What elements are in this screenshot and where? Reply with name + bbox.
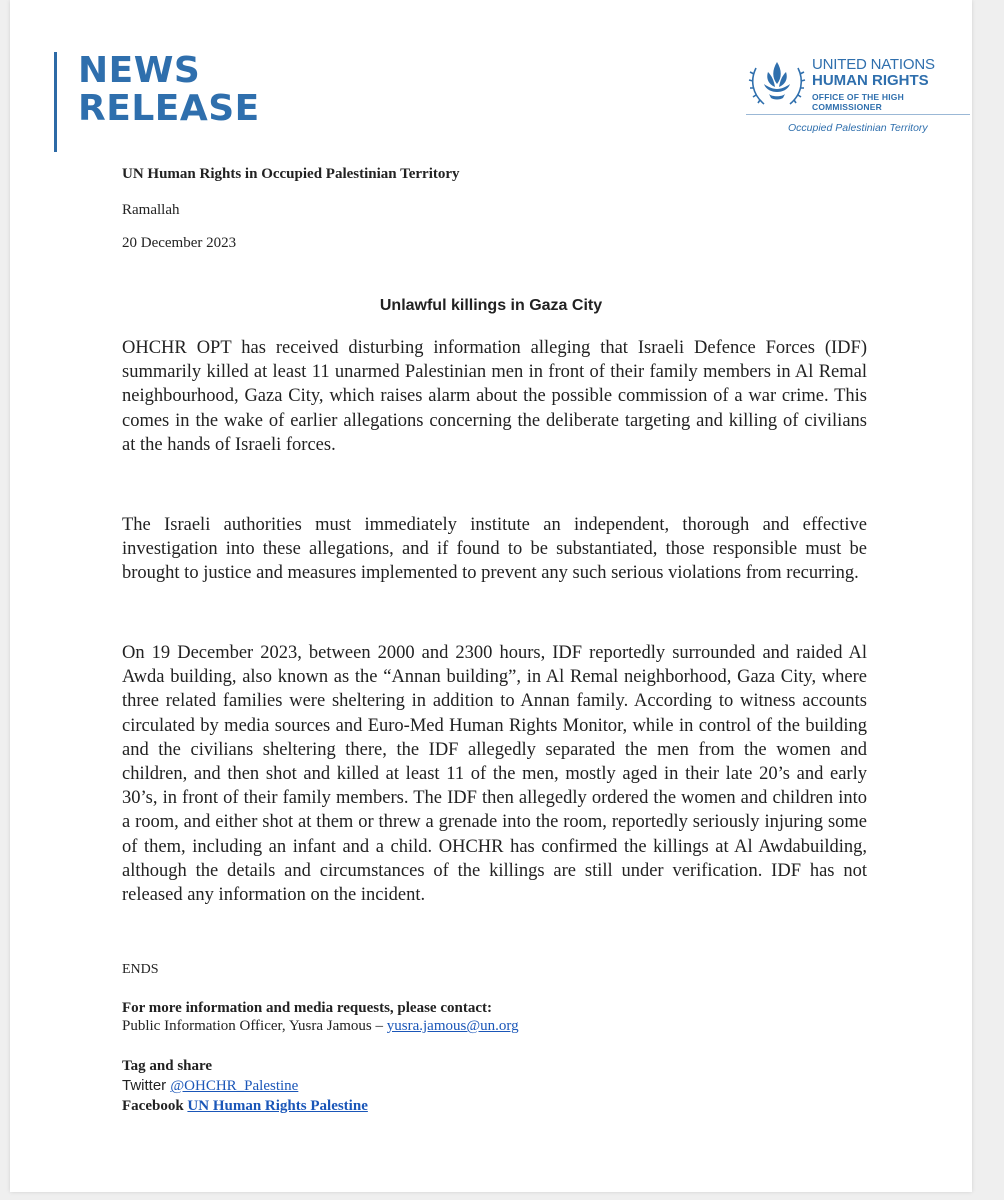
masthead-line-2: RELEASE	[78, 88, 260, 129]
logo-divider	[746, 114, 970, 115]
facebook-line	[122, 1098, 368, 1115]
facebook-label: Facebook	[122, 1098, 188, 1114]
document-page	[10, 0, 972, 1192]
twitter-label: Twitter	[122, 1077, 171, 1094]
headline: Unlawful killings in Gaza City	[379, 297, 603, 314]
masthead-line-1: NEWS	[78, 50, 201, 91]
facebook-link[interactable]: UN Human Rights Palestine	[187, 1098, 368, 1114]
logo-text-office: OFFICE OF THE HIGH COMMISSIONER	[812, 92, 904, 112]
logo-text-region: Occupied Palestinian Territory	[788, 122, 928, 134]
location: Ramallah	[122, 202, 180, 218]
flame-laurel-icon	[746, 54, 808, 112]
contact-line	[122, 1018, 519, 1035]
paragraph-3: On 19 December 2023, between 2000 and 2300 hours, IDF reportedly surrounded and raided Al Awda building, also known as the “Annan building”, in Al Remal neighborhood, Gaza City, where three related families were sheltering in addition to Annan family. According to witness accounts circulated by media sources and Euro-Med Human Rights Monitor, while in control of the building and the civilians sheltering there, the IDF allegedly separated the men from the women and children, and then shot and killed at least 11 of the men, mostly aged in their late 20’s and early 30’s, in front of their family members. The IDF then allegedly ordered the women and children into a room, and either shot at them or threw a grenade into the room, reportedly seriously injuring some of them, including an infant and a child. OHCHR has confirmed the killings at Al Awdabuilding, although the details and circumstances of the killings are still under verification. IDF has not released any information on the incident.	[122, 643, 867, 906]
contact-text: Public Information Officer, Yusra Jamous –	[122, 1018, 387, 1034]
logo-text-human-rights: HUMAN RIGHTS	[812, 72, 929, 89]
paragraph-1: OHCHR OPT has received disturbing information alleging that Israeli Defence Forces (IDF) summarily killed at least 11 unarmed Palestinian men in front of their family members in Al Remal neighbourhood, Gaza City, which raises alarm about the possible commission of a war crime. This comes in the wake of earlier allegations concerning the deliberate targeting and killing of civilians at the hands of Israeli forces.	[122, 338, 867, 455]
ends-marker: ENDS	[122, 962, 159, 977]
un-human-rights-logo	[746, 54, 976, 144]
masthead-accent-bar	[54, 52, 57, 152]
logo-text-united-nations: UNITED NATIONS	[812, 56, 935, 73]
contact-heading: For more information and media requests, please contact:	[122, 1000, 492, 1016]
news-release-title	[78, 52, 260, 128]
paragraph-2: The Israeli authorities must immediately institute an independent, thorough and effective investigation into these allegations, and if found to be substantiated, those responsible must be brought to justice and measures implemented to prevent any such serious violations from recurring.	[122, 515, 867, 584]
share-heading: Tag and share	[122, 1058, 213, 1074]
email-link[interactable]: yusra.jamous@un.org	[386, 1018, 519, 1034]
twitter-line	[122, 1077, 298, 1095]
release-date: 20 December 2023	[122, 235, 237, 251]
twitter-link[interactable]: @OHCHR_Palestine	[170, 1078, 299, 1094]
office-name: UN Human Rights in Occupied Palestinian Territory	[122, 166, 460, 182]
